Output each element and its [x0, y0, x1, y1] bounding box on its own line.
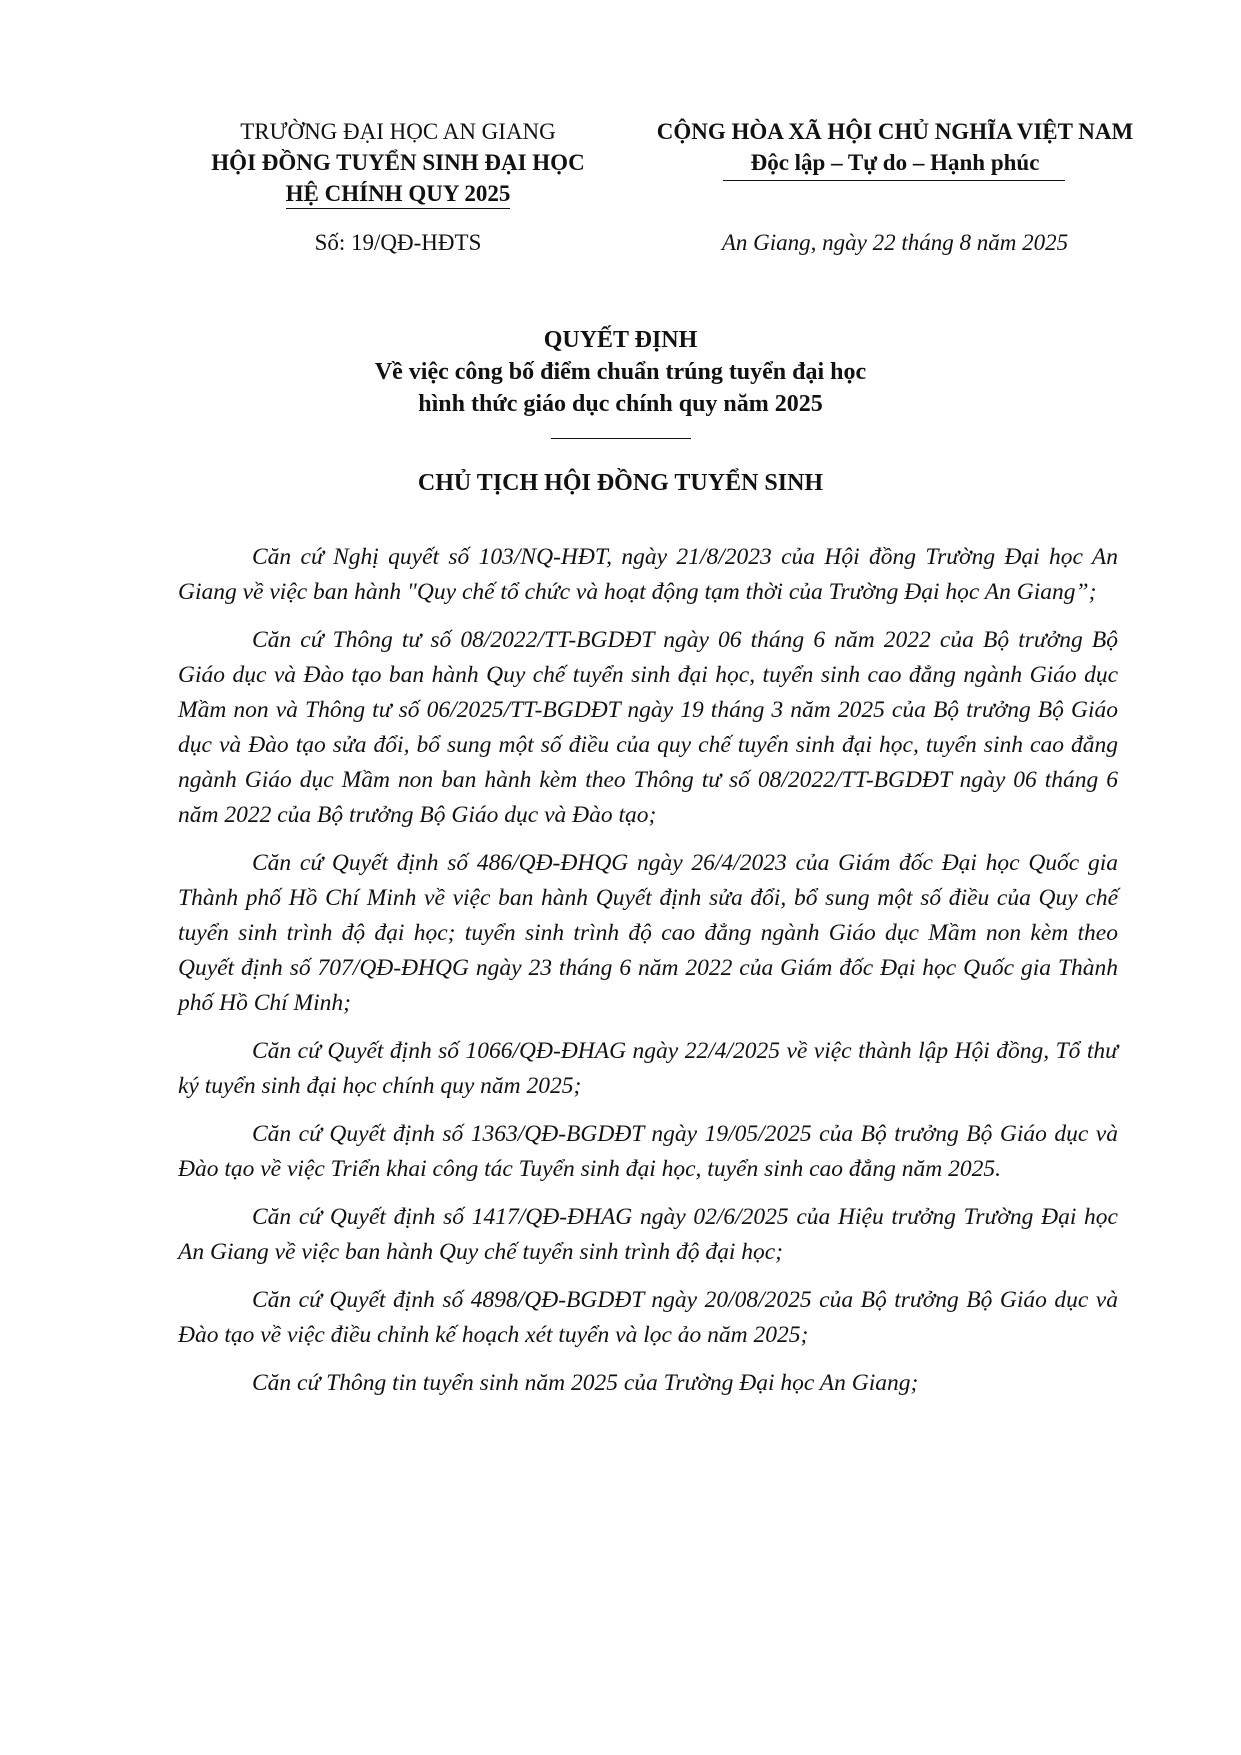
legal-basis-paragraph: Căn cứ Quyết định số 1417/QĐ-ĐHAG ngày 02/6/2025 của Hiệu trưởng Trường Đại học An Giang về việc ban hành Quy chế tuyển sinh trình độ đại học; [178, 1204, 1118, 1265]
council-subtitle: HỆ CHÍNH QUY 2025 [286, 179, 511, 209]
legal-basis-paragraph: Căn cứ Quyết định số 1066/QĐ-ĐHAG ngày 22/4/2025 về việc thành lập Hội đồng, Tổ thư ký tuyển sinh đại học chính quy năm 2025; [178, 1038, 1118, 1099]
title-subject-line-2: hình thức giáo dục chính quy năm 2025 [418, 391, 823, 417]
legal-basis-paragraph: Căn cứ Quyết định số 486/QĐ-ĐHQG ngày 26/4/2023 của Giám đốc Đại học Quốc gia Thành phố Hồ Chí Minh về việc ban hành Quyết định sửa đổi, bổ sung một số điều của Quy chế tuyển sinh trình độ đại học; tuyển sinh trình độ cao đẳng ngành Giáo dục Mầm non kèm theo Quyết định số 707/QĐ-ĐHQG ngày 23 tháng 6 năm 2022 của Giám đốc Đại học Quốc gia Thành phố Hồ Chí Minh; [178, 850, 1118, 1016]
legal-basis-paragraph: Căn cứ Nghị quyết số 103/NQ-HĐT, ngày 21/8/2023 của Hội đồng Trường Đại học An Giang về việc ban hành "Quy chế tổ chức và hoạt động tạm thời của Trường Đại học An Giang”; [178, 544, 1118, 605]
university-name: TRƯỜNG ĐẠI HỌC AN GIANG [240, 119, 556, 144]
title-subject-line-1: Về việc công bố điểm chuẩn trúng tuyển đại học [374, 359, 867, 385]
legal-basis-paragraph: Căn cứ Quyết định số 4898/QĐ-BGDĐT ngày 20/08/2025 của Bộ trưởng Bộ Giáo dục và Đào tạo về việc điều chỉnh kế hoạch xét tuyển và lọc ảo năm 2025; [178, 1287, 1118, 1348]
document-body [178, 540, 1118, 1414]
motto-underline [723, 180, 1065, 181]
legal-basis-paragraph: Căn cứ Quyết định số 1363/QĐ-BGDĐT ngày 19/05/2025 của Bộ trưởng Bộ Giáo dục và Đào tạo về việc Triển khai công tác Tuyển sinh đại học, tuyển sinh cao đẳng năm 2025. [178, 1121, 1118, 1182]
issuing-organization [188, 116, 608, 209]
national-heading [630, 116, 1160, 178]
title-type: QUYẾT ĐỊNH [543, 327, 698, 353]
legal-basis-paragraph: Căn cứ Thông tin tuyển sinh năm 2025 của Trường Đại học An Giang; [252, 1370, 919, 1396]
council-name: HỘI ĐỒNG TUYỂN SINH ĐẠI HỌC [211, 150, 585, 175]
country-name: CỘNG HÒA XÃ HỘI CHỦ NGHĨA VIỆT NAM [656, 119, 1134, 144]
place-and-date: An Giang, ngày 22 tháng 8 năm 2025 [721, 230, 1069, 255]
document-title [0, 324, 1241, 420]
document-number: Số: 19/QĐ-HĐTS [314, 230, 482, 255]
legal-basis-paragraph: Căn cứ Thông tư số 08/2022/TT-BGDĐT ngày 06 tháng 6 năm 2022 của Bộ trưởng Bộ Giáo dục và Đào tạo ban hành Quy chế tuyển sinh đại học, tuyển sinh cao đẳng ngành Giáo dục Mầm non và Thông tư số 06/2025/TT-BGDĐT ngày 19 tháng 3 năm 2025 của Bộ trưởng Bộ Giáo dục và Đào tạo sửa đổi, bổ sung một số điều của quy chế tuyển sinh đại học, tuyển sinh cao đẳng ngành Giáo dục Mầm non ban hành kèm theo Thông tư số 08/2022/TT-BGDĐT ngày 06 tháng 6 năm 2022 của Bộ trưởng Bộ Giáo dục và Đào tạo; [178, 627, 1118, 828]
issuer-title: CHỦ TỊCH HỘI ĐỒNG TUYỂN SINH [417, 470, 824, 496]
national-motto: Độc lập – Tự do – Hạnh phúc [750, 150, 1040, 175]
title-divider [551, 438, 691, 439]
